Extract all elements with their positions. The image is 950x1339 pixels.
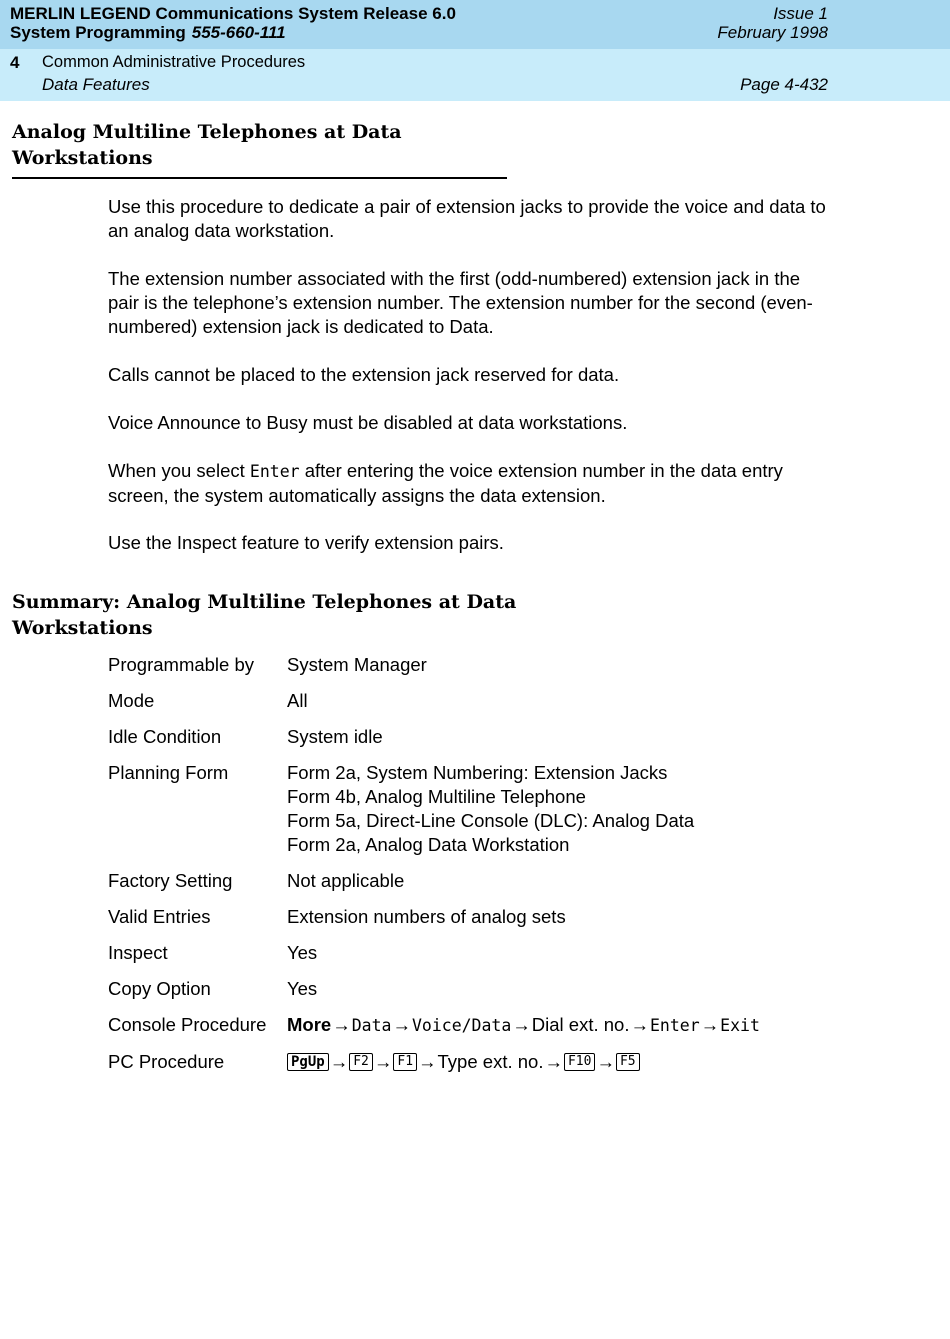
issue-label: Issue 1 [773,4,828,23]
arrow-icon: → [392,1014,411,1035]
summary-row [108,941,868,965]
row-value: System idle [287,726,383,747]
summary-row [108,977,868,1001]
pc-procedure [287,1050,868,1074]
summary-row [108,869,868,893]
data-step: Data [351,1016,392,1035]
manual-subtitle: System Programming 555-660-111 [10,23,286,42]
planning-form-item: Form 2a, Analog Data Workstation [287,834,570,855]
summary-row [108,653,868,677]
summary-heading: Summary: Analog Multiline Telephones at Data Workstations [12,591,517,639]
row-label: Inspect [108,942,168,963]
summary-table [108,653,868,1086]
arrow-icon: → [544,1051,563,1072]
planning-form-item: Form 5a, Direct-Line Console (DLC): Analog Data [287,810,695,831]
row-label: Factory Setting [108,870,233,891]
section-title: Data Features [42,75,150,94]
planning-form-item: Form 2a, System Numbering: Extension Jacks [287,762,668,783]
manual-title: MERLIN LEGEND Communications System Release 6.0 [10,4,456,23]
page-number: Page 4-432 [740,75,828,94]
arrow-icon: → [596,1051,615,1072]
summary-row [108,725,868,749]
planning-form-item: Form 4b, Analog Multiline Telephone [287,786,586,807]
row-label: Idle Condition [108,726,222,747]
paragraph-2: The extension number associated with the first (odd-numbered) extension jack in the pair is the telephone’s extension number. The extension number for the second (even-numbered) extension jack is dedicated to Data. [108,268,813,337]
row-label: Console Procedure [108,1014,267,1035]
enter-step: Enter [649,1016,700,1035]
chapter-title: Common Administrative Procedures [42,53,306,71]
more-step: More [287,1014,332,1035]
row-value: Not applicable [287,870,405,891]
arrow-icon: → [630,1014,649,1035]
console-procedure [287,1013,868,1038]
arrow-icon: → [332,1014,351,1035]
row-value-list [287,761,868,857]
chapter-number: 4 [10,53,20,72]
type-step: Type ext. no. [437,1051,544,1072]
enter-key-text: Enter [249,462,300,481]
doc-number: 555-660-111 [191,23,286,42]
issue-date: February 1998 [717,23,828,42]
summary-row [108,905,868,929]
row-value: All [287,690,308,711]
summary-row [108,689,868,713]
f10-key-icon: F10 [564,1053,595,1071]
pc-procedure-row [108,1050,868,1074]
pgup-key-icon: PgUp [287,1053,329,1071]
paragraph-4: Voice Announce to Busy must be disabled at data workstations. [108,412,628,433]
console-procedure-row [108,1013,868,1038]
row-value: Extension numbers of analog sets [287,906,566,927]
paragraph-6: Use the Inspect feature to verify extension pairs. [108,532,504,553]
summary-row [108,761,868,857]
row-label: Mode [108,690,155,711]
paragraph-5: When you select Enter after entering the voice extension number in the data entry screen, the system automatically assigns the data extension. [108,460,783,506]
heading-rule [12,177,507,179]
dial-step: Dial ext. no. [531,1014,630,1035]
arrow-icon: → [329,1051,349,1072]
arrow-icon: → [512,1014,531,1035]
row-label: Copy Option [108,978,211,999]
row-value: System Manager [287,654,427,675]
row-value: Yes [287,942,318,963]
f1-key-icon: F1 [393,1053,417,1071]
row-label: Programmable by [108,654,255,675]
f5-key-icon: F5 [616,1053,640,1071]
voice-data-step: Voice/Data [411,1016,512,1035]
row-label: Planning Form [108,762,229,783]
arrow-icon: → [418,1051,437,1072]
paragraph-1: Use this procedure to dedicate a pair of extension jacks to provide the voice and data to an analog data workstation. [108,196,826,241]
row-label: Valid Entries [108,906,211,927]
row-value: Yes [287,978,318,999]
paragraph-3: Calls cannot be placed to the extension jack reserved for data. [108,364,620,385]
exit-step: Exit [720,1016,760,1035]
arrow-icon: → [373,1051,393,1072]
f2-key-icon: F2 [349,1053,373,1071]
arrow-icon: → [700,1014,720,1035]
page-heading: Analog Multiline Telephones at Data Workstations [12,121,402,169]
row-label: PC Procedure [108,1051,225,1072]
